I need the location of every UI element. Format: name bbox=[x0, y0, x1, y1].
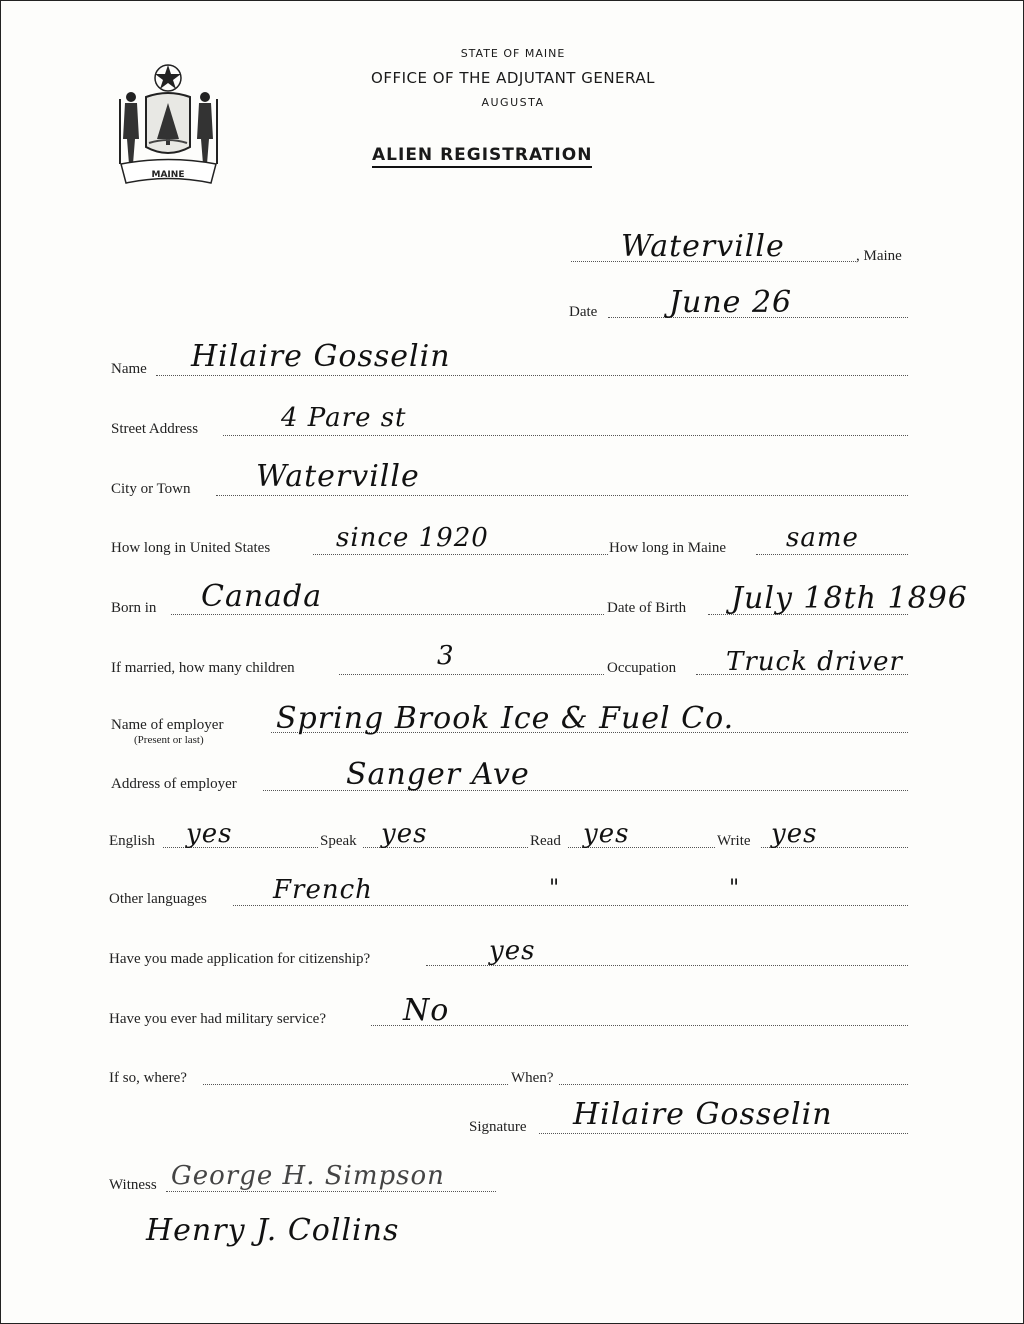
other-languages-label: Other languages bbox=[109, 891, 207, 907]
english-value: yes bbox=[186, 819, 233, 849]
children-label: If married, how many children bbox=[111, 660, 295, 676]
other-languages-read-ditto: " bbox=[549, 876, 561, 901]
date-label: Date bbox=[569, 304, 598, 320]
born-in-value: Canada bbox=[201, 579, 323, 614]
town-value: Waterville bbox=[621, 229, 785, 264]
military-label: Have you ever had military service? bbox=[109, 1011, 326, 1027]
state-heading: STATE OF MAINE bbox=[460, 47, 566, 60]
signature-label: Signature bbox=[469, 1119, 527, 1135]
born-in-label: Born in bbox=[111, 600, 157, 616]
occupation-label: Occupation bbox=[607, 660, 677, 676]
write-value: yes bbox=[771, 819, 818, 849]
seal-text: MAINE bbox=[151, 170, 185, 180]
employer-value: Spring Brook Ice & Fuel Co. bbox=[276, 701, 735, 736]
employer-sublabel: (Present or last) bbox=[134, 734, 204, 746]
read-value: yes bbox=[583, 819, 630, 849]
occupation-value: Truck driver bbox=[726, 647, 903, 677]
other-languages-write-ditto: " bbox=[729, 876, 741, 901]
english-label: English bbox=[109, 833, 155, 849]
speak-label: Speak bbox=[320, 833, 357, 849]
speak-value: yes bbox=[381, 819, 428, 849]
street-address-label: Street Address bbox=[111, 421, 199, 437]
street-address-value: 4 Pare st bbox=[281, 403, 407, 433]
date-of-birth-value: July 18th 1896 bbox=[731, 581, 968, 616]
how-long-us-label: How long in United States bbox=[111, 540, 271, 556]
read-label: Read bbox=[530, 833, 561, 849]
name-label: Name bbox=[111, 361, 147, 377]
signature-value: Hilaire Gosselin bbox=[573, 1097, 833, 1132]
employer-address-label: Address of employer bbox=[111, 776, 237, 792]
citizenship-value: yes bbox=[489, 936, 536, 966]
maine-label: , Maine bbox=[856, 248, 902, 264]
citizenship-label: Have you made application for citizenship? bbox=[109, 951, 371, 967]
write-label: Write bbox=[717, 833, 751, 849]
date-value: June 26 bbox=[669, 285, 793, 320]
city-heading: AUGUSTA bbox=[481, 96, 545, 109]
when-label: When? bbox=[511, 1070, 554, 1086]
witness-1-value: George H. Simpson bbox=[171, 1161, 445, 1191]
if-so-where-label: If so, where? bbox=[109, 1070, 187, 1086]
children-value: 3 bbox=[437, 641, 455, 671]
office-heading: OFFICE OF THE ADJUTANT GENERAL bbox=[371, 69, 655, 87]
how-long-us-value: since 1920 bbox=[336, 523, 489, 553]
how-long-maine-value: same bbox=[786, 523, 859, 553]
date-of-birth-label: Date of Birth bbox=[607, 600, 687, 616]
witness-2-value: Henry J. Collins bbox=[146, 1213, 400, 1248]
employer-address-value: Sanger Ave bbox=[346, 757, 530, 792]
employer-label: Name of employer bbox=[111, 717, 224, 733]
city-value: Waterville bbox=[256, 459, 420, 494]
city-label: City or Town bbox=[111, 481, 191, 497]
how-long-maine-label: How long in Maine bbox=[609, 540, 727, 556]
other-languages-value: French bbox=[273, 875, 373, 905]
name-value: Hilaire Gosselin bbox=[191, 339, 451, 374]
military-value: No bbox=[403, 993, 450, 1028]
witness-label: Witness bbox=[109, 1177, 157, 1193]
form-title: ALIEN REGISTRATION bbox=[372, 145, 592, 168]
